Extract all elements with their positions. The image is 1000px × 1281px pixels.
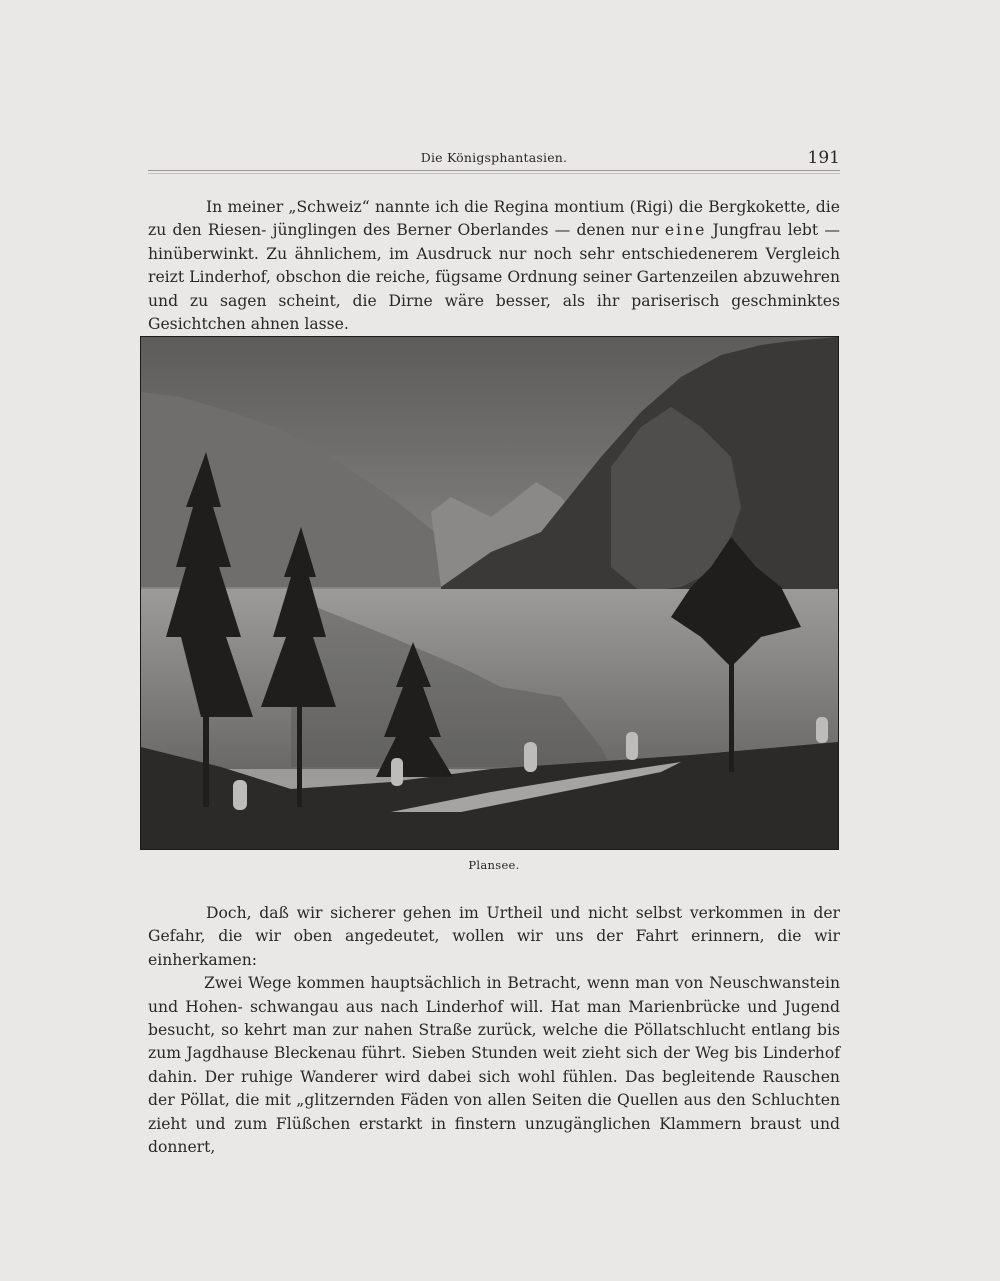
page-number: 191 (807, 148, 840, 168)
header-rule (148, 170, 840, 171)
text-line: Jungfrau lebt — hinüberwinkt. Zu ähnlichem, (148, 221, 840, 263)
top-paragraph (148, 196, 840, 336)
text-line: schwangau aus nach Linderhof will. Hat man Marienbrücke und Jugend besucht, so kehrt man zur (148, 997, 840, 1040)
text-line: im Ausdruck nur noch sehr entschiedenerem Vergleich reizt Linderhof, obschon die reiche, fügsame Ordnung (148, 244, 840, 287)
running-title: Die Königsphantasien. (420, 150, 568, 165)
text-line: Das begleitende Rauschen der Pöllat, die mit „glitzernden Fäden von allen Seiten die Quellen aus den (148, 1067, 840, 1110)
lake-photo-illustration (141, 337, 838, 849)
text-line: Stunden weit zieht sich der Weg bis Linderhof dahin. Der ruhige Wanderer wird dabei sich wohl fühlen. (148, 1044, 840, 1086)
figure-caption: Plansee. (468, 858, 520, 872)
running-head (148, 150, 840, 176)
lake-photograph (140, 336, 839, 850)
text-line: oben angedeutet, wollen wir uns der Fahrt erinnern, die wir einherkamen: (148, 927, 840, 969)
bottom-text (148, 902, 840, 1159)
paragraph-doch (148, 902, 840, 972)
text-line: Schluchten zieht und zum Flüßchen erstarkt in finstern unzugänglichen Klammern braust und donnert, (148, 1091, 840, 1157)
text-line: Zwei Wege kommen hauptsächlich in Betracht, wenn man von Neuschwanstein und Hohen- (148, 974, 840, 1016)
text-line: In meiner „Schweiz“ nannte ich die Regina montium (Rigi) die Bergkokette, die zu den Riesen- (148, 198, 840, 240)
text-line: Gesichtchen ahnen lasse. (148, 315, 349, 334)
paragraph-zwei-wege (148, 972, 840, 1159)
text-line: nahen Straße zurück, welche die Pöllatschlucht entlang bis zum Jagdhause Bleckenau führt. Sieben (148, 1021, 840, 1063)
paragraph-schweiz (148, 196, 840, 336)
text-line: jünglingen des Berner Oberlandes — denen nur (272, 221, 659, 240)
header-rule-secondary (148, 173, 840, 174)
text-line: Doch, daß wir sicherer gehen im Urtheil und nicht selbst verkommen in der Gefahr, die wir (148, 904, 840, 946)
text-emphasis: eine (664, 221, 707, 240)
text-line: seiner Gartenzeilen abzuwehren und zu sagen scheint, die Dirne wäre besser, als ihr pariserisch geschminktes (148, 268, 840, 310)
